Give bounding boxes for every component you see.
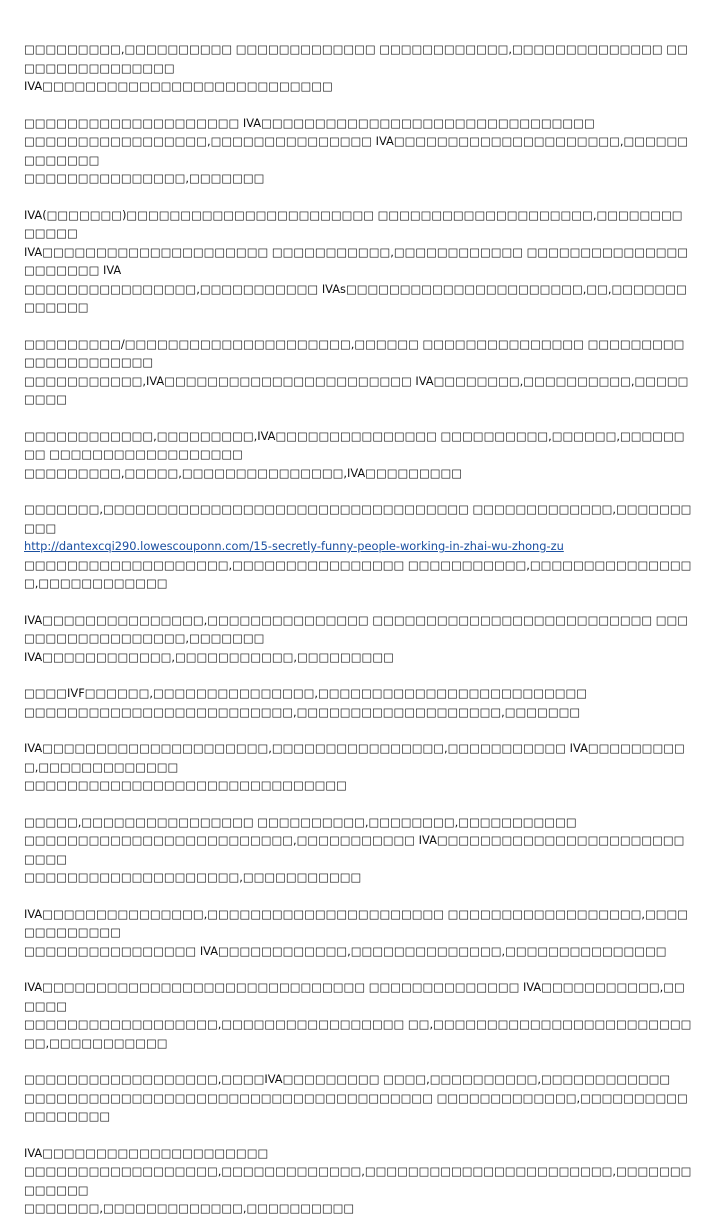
paragraph-6-continuation: □□□□□□□□□□□□□□□□□□□,□□□□□□□□□□□□□□□□ □□□□□□□□□□□,□□□□□□□□□□□□□□□□,□□□□□□□□□□□□ [24, 557, 692, 590]
paragraph-6-text: □□□□□□□,□□□□□□□□□□□□□□□□□□□□□□□□□□□□□□□□□□ □□□□□□□□□□□□□,□□□□□□□□□□ [24, 502, 692, 535]
paragraph-14: IVA□□□□□□□□□□□□□□□□□□□□□ □□□□□□□□□□□□□□□□□□,□□□□□□□□□□□□□,□□□□□□□□□□□□□□□□□□□□□□□,□□□□□□□□□□□□□ □□□□□□□,□□□□□□□□□□□□□,□□□□□□□□□□ [24, 1145, 692, 1215]
paragraph-9: IVA□□□□□□□□□□□□□□□□□□□□□,□□□□□□□□□□□□□□□□,□□□□□□□□□□□ IVA□□□□□□□□□□,□□□□□□□□□□□□□ □□□□□□□□□□□□□□□□□□□□□□□□□□□□□□ [24, 741, 685, 792]
paragraph-6-with-link [24, 500, 692, 593]
paragraph-10: □□□□□,□□□□□□□□□□□□□□□□ □□□□□□□□□□,□□□□□□□□,□□□□□□□□□□□ □□□□□□□□□□□□□□□□□□□□□□□□□,□□□□□□□□□□□ IVA□□□□□□□□□□□□□□□□□□□□□□□□□□□ □□□□□□□□□□□□□□□□□□□□,□□□□□□□□□□□ [24, 814, 685, 884]
paragraph-5: □□□□□□□□□□□□,□□□□□□□□□,IVA□□□□□□□□□□□□□□□ □□□□□□□□□□,□□□□□□,□□□□□□□□ □□□□□□□□□□□□□□□□□□ □□□□□□□□□,□□□□□,□□□□□□□□□□□□□□□,IVA□□□□□□□□□ [24, 428, 685, 480]
paragraph-13: □□□□□□□□□□□□□□□□□□,□□□□IVA□□□□□□□□□ □□□□,□□□□□□□□□□,□□□□□□□□□□□□ □□□□□□□□□□□□□□□□□□□□□□□□□□□□□□□□□□□□□□ □□□□□□□□□□□□□,□□□□□□□□□□□□□□□□□□ [24, 1072, 688, 1123]
paragraph-3: IVA(□□□□□□□)□□□□□□□□□□□□□□□□□□□□□□□ □□□□□□□□□□□□□□□□□□□□,□□□□□□□□□□□□□ IVA□□□□□□□□□□□□□□□□□□□□□ □□□□□□□□□□□,□□□□□□□□□□□□ □□□□□□□□□□□□□□□□□□□□□□ IVA □□□□□□□□□□□□□□□□,□□□□□□□□□□□ IVAs□□□□□□□□□□□□□□□□□□□□□□,□□,□□□□□□□□□□□□□ [24, 207, 689, 314]
paragraph-12: IVA□□□□□□□□□□□□□□□□□□□□□□□□□□□□□□ □□□□□□□□□□□□□□ IVA□□□□□□□□□□□,□□□□□□ □□□□□□□□□□□□□□□□□□,□□□□□□□□□□□□□□□□□ □□,□□□□□□□□□□□□□□□□□□□□□□□□□□,□□□□□□□□□□□ [24, 980, 692, 1050]
paragraph-4: □□□□□□□□□/□□□□□□□□□□□□□□□□□□□□□,□□□□□□ □□□□□□□□□□□□□□□ □□□□□□□□□□□□□□□□□□□□□ □□□□□□□□□□□,IVA□□□□□□□□□□□□□□□□□□□□□□□ IVA□□□□□□□□,□□□□□□□□□□,□□□□□□□□□ [24, 336, 689, 406]
paragraph-11: IVA□□□□□□□□□□□□□□□,□□□□□□□□□□□□□□□□□□□□□□ □□□□□□□□□□□□□□□□□□,□□□□□□□□□□□□□ □□□□□□□□□□□□□□□□ IVA□□□□□□□□□□□□,□□□□□□□□□□□□□□,□□□□□□□□□□□□□□□ [24, 906, 689, 958]
paragraph-2: □□□□□□□□□□□□□□□□□□□□ IVA□□□□□□□□□□□□□□□□□□□□□□□□□□□□□□□ □□□□□□□□□□□□□□□□□,□□□□□□□□□□□□□□□ IVA□□□□□□□□□□□□□□□□□□□□□,□□□□□□□□□□□□□ □□□□□□□□□□□□□□□,□□□□□□□ [24, 115, 689, 185]
paragraph-7: IVA□□□□□□□□□□□□□□□,□□□□□□□□□□□□□□□ □□□□□□□□□□□□□□□□□□□□□□□□□□ □□□□□□□□□□□□□□□□□□,□□□□□□□ IVA□□□□□□□□□□□□,□□□□□□□□□□□,□□□□□□□□□ [24, 612, 689, 664]
paragraph-8: □□□□IVF□□□□□□,□□□□□□□□□□□□□□□,□□□□□□□□□□□□□□□□□□□□□□□□□ □□□□□□□□□□□□□□□□□□□□□□□□□,□□□□□□□□□□□□□□□□□□□,□□□□□□□ [24, 686, 588, 719]
paragraph-1: □□□□□□□□□,□□□□□□□□□□ □□□□□□□□□□□□□ □□□□□□□□□□□□,□□□□□□□□□□□□□□ □□□□□□□□□□□□□□□□ IVA□□□□□□□□□□□□□□□□□□□□□□□□□□□ [24, 42, 688, 93]
article-link[interactable]: http://dantexcqi290.lowescouponn.com/15-secretly-funny-people-working-in-zhai-wu-zhong-zu [24, 539, 564, 553]
